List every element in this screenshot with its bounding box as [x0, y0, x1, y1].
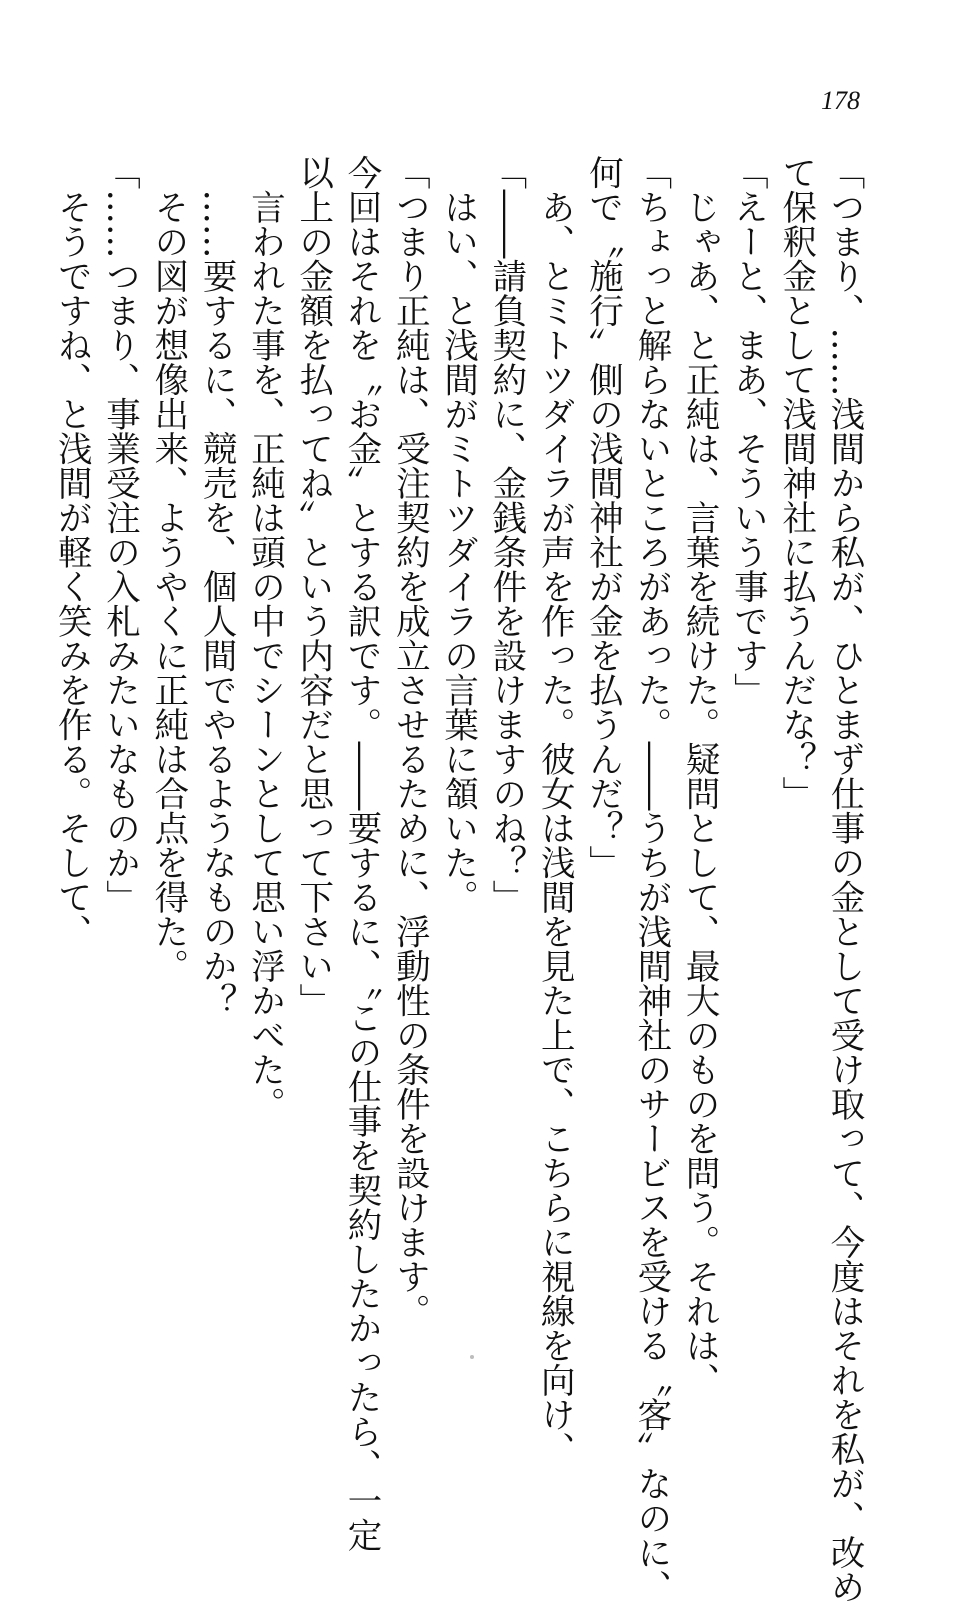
page-number: 178 [821, 86, 860, 115]
text-line: 何で〝施行〟側の浅間神社が金を払うんだ？」 [582, 155, 623, 880]
text-line: 「ちょっと解らないところがあった。――うちが浅間神社のサービスを受ける〝客〟なのに、 [630, 155, 671, 1604]
text-line: じゃあ、と正純は、言葉を続けた。疑問として、最大のものを問う。それは、 [679, 155, 720, 1397]
text-line: 言われた事を、正純は頭の中でシーンとして思い浮かべた。 [244, 155, 285, 1121]
text-line: あ、とミトツダイラが声を作った。彼女は浅間を見た上で、こちらに視線を向け、 [534, 155, 575, 1466]
body-text [47, 155, 868, 1604]
text-line: はい、と浅間がミトツダイラの言葉に頷いた。 [437, 155, 478, 914]
text-line: 以上の金額を払ってね〟という内容だと思って下さい」 [292, 155, 333, 1018]
text-line: 今回はそれを〝お金〟とする訳です。――要するに、〝この仕事を契約したかったら、一定 [341, 155, 382, 1553]
text-line: そうですね、と浅間が軽く笑みを作る。そして、 [51, 155, 92, 949]
text-line: 「つまり、……浅間から私が、ひとまず仕事の金として受け取って、今度はそれを私が、改め [824, 155, 864, 1604]
text-line: 「……つまり、事業受注の入札みたいなものか」 [99, 155, 140, 914]
scan-dot [470, 1355, 474, 1359]
text-line: その図が想像出来、ようやくに正純は合点を得た。 [147, 155, 188, 983]
text-line: 「えーと、まあ、そういう事です」 [727, 155, 768, 707]
text-line: 「つまり正純は、受注契約を成立させるために、浮動性の条件を設けます。 [389, 155, 430, 1328]
text-line: ……要するに、競売を、個人間でやるようなものか？ [196, 155, 237, 1018]
text-line: て保釈金として浅間神社に払うんだな？」 [775, 155, 816, 811]
text-line: 「――請負契約に、金銭条件を設けますのね？」 [485, 155, 526, 914]
